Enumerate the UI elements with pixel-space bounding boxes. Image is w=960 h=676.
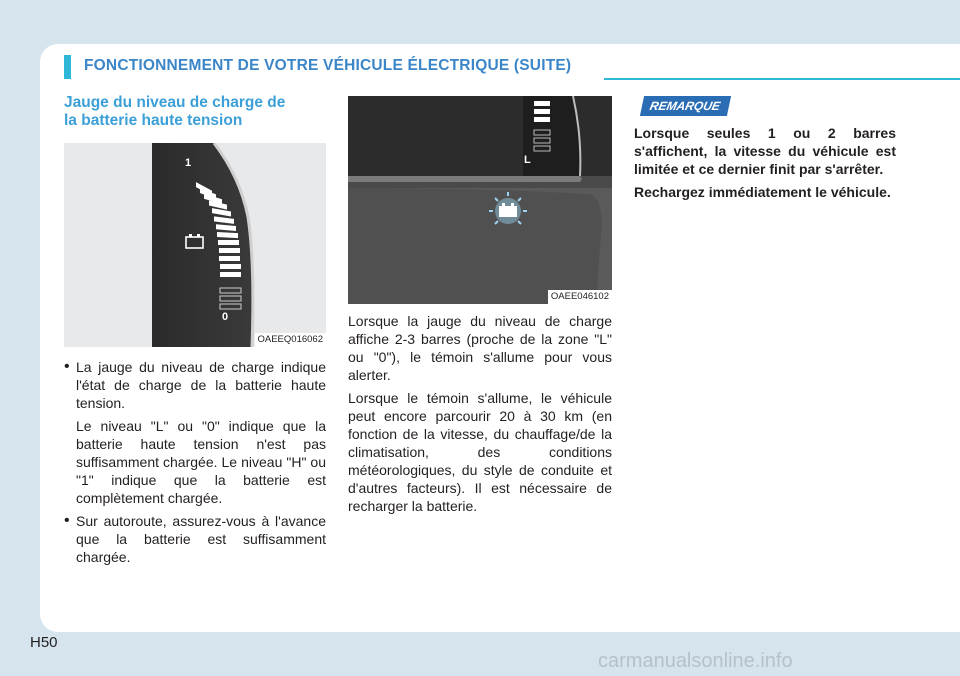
subheading (64, 94, 326, 130)
subheading-line-2: la batterie haute tension (64, 112, 243, 129)
list-item (64, 358, 326, 412)
paragraph: Lorsque la jauge du niveau de charge affiche 2-3 barres (proche de la zone "L" ou "0"), le témoin s'allume pour vous alerter. (348, 313, 612, 383)
list-item (64, 512, 326, 566)
column-middle (348, 96, 612, 515)
paragraph: Le niveau "L" ou "0" indique que la batterie haute tension n'est pas suffisamment chargée. Le niveau "H" ou "1" indique que la batterie est complètement chargée. (76, 418, 326, 506)
column-left (64, 94, 326, 566)
battery-gauge-illustration (64, 143, 326, 347)
bullet-list (64, 358, 326, 566)
paragraph: La jauge du niveau de charge indique l'état de charge de la batterie haute tension. (76, 359, 326, 411)
subheading-line-1: Jauge du niveau de charge de (64, 94, 286, 111)
gauge-label-full: 1 (185, 157, 192, 169)
figure-caption: OAEE046102 (548, 290, 612, 304)
footer-watermark[interactable]: carmanualsonline.info (598, 650, 793, 672)
page-number: H50 (30, 634, 58, 651)
column-right (634, 96, 896, 201)
figure-caption: OAEEQ016062 (255, 333, 327, 347)
bullet-dot: • (64, 358, 70, 375)
bullet-dot: • (64, 512, 70, 529)
note-badge: REMARQUE (640, 96, 731, 116)
gauge-label-low: L (524, 154, 531, 166)
note-paragraph: Lorsque seules 1 ou 2 barres s'affichent, la vitesse du véhicule est limitée et ce dernier finit par s'arrêter. (634, 125, 896, 177)
battery-gauge-figure (64, 143, 326, 347)
gauge-label-empty: 0 (222, 311, 229, 323)
section-title-bar (64, 55, 71, 79)
paragraph: Sur autoroute, assurez-vous à l'avance que la batterie est suffisamment chargée. (76, 513, 326, 565)
warning-light-figure (348, 96, 612, 304)
paragraph: Lorsque le témoin s'allume, le véhicule peut encore parcourir 20 à 30 km (en fonction de la vitesse, du chauffage/de la climatisation, des conditions météorologiques, du style de conduite et d'autres facteurs). Il est nécessaire de recharger la batterie. (348, 390, 612, 514)
note-paragraph: Rechargez immédiatement le véhicule. (634, 184, 891, 200)
section-title: FONCTIONNEMENT DE VOTRE VÉHICULE ÉLECTRIQUE (SUITE) (84, 57, 572, 74)
warning-light-illustration (348, 96, 612, 304)
section-title-rule (604, 78, 960, 80)
